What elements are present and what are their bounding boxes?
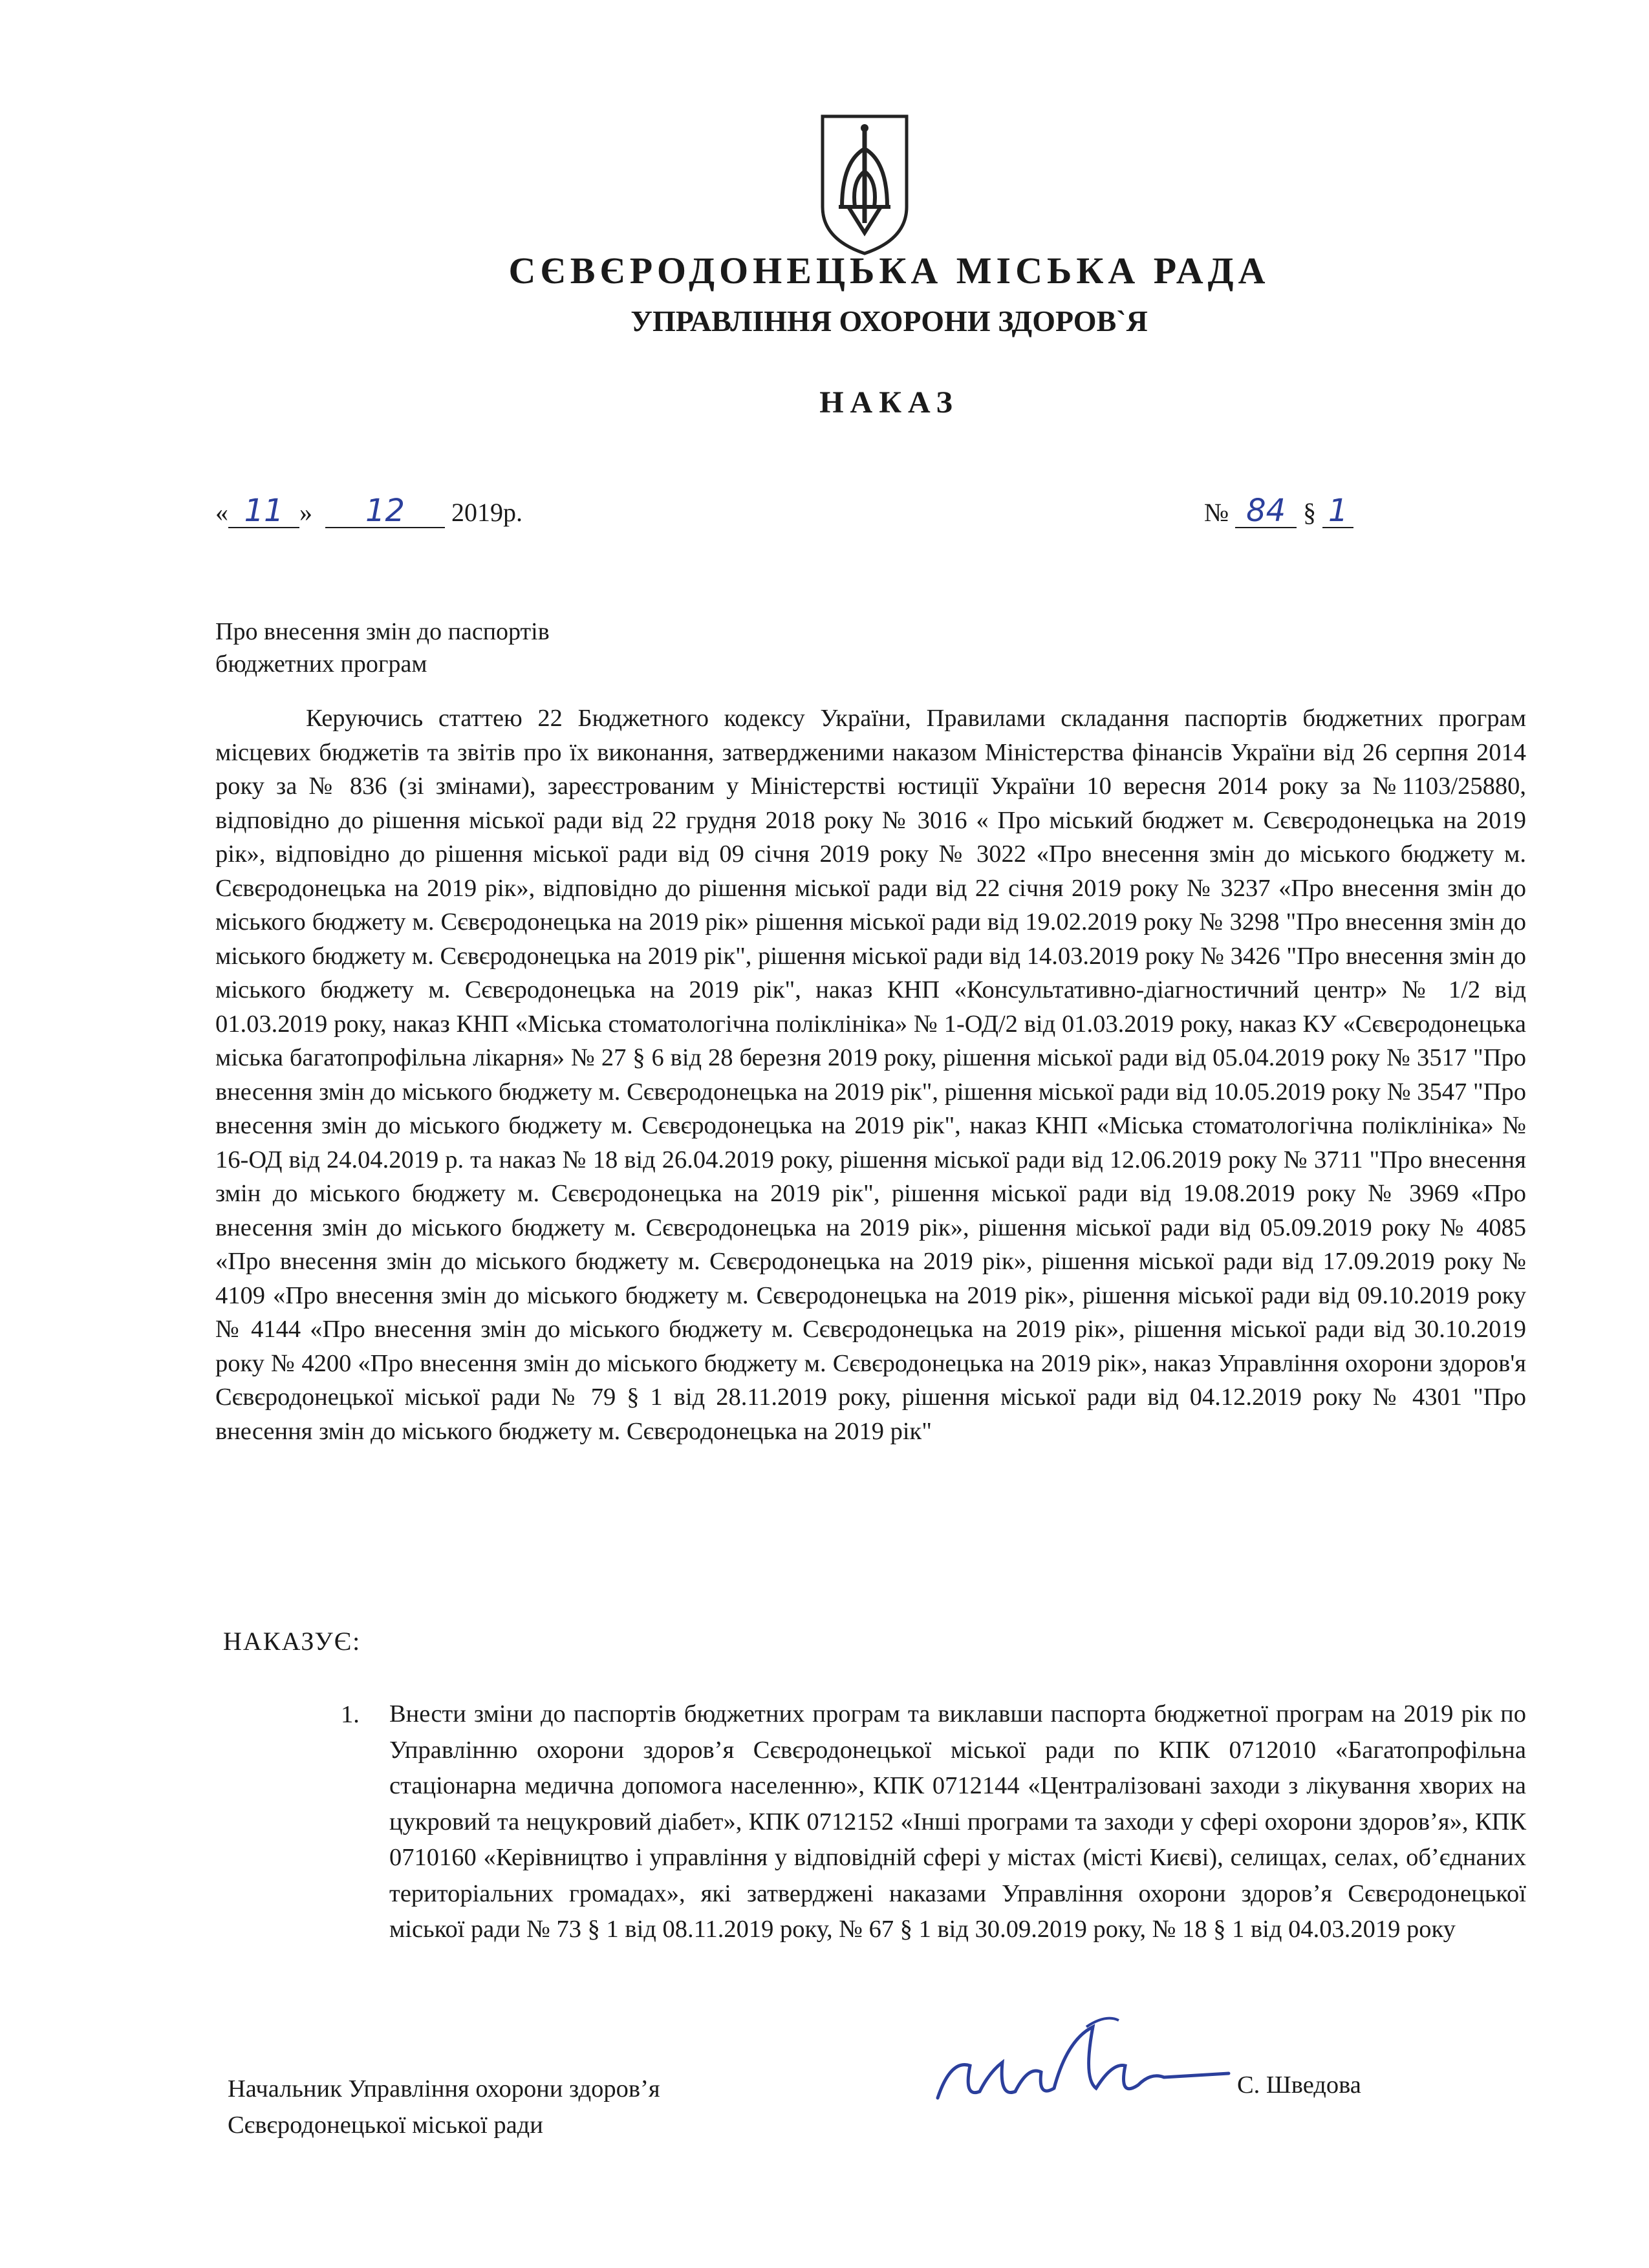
number-value: 84 [1235, 495, 1297, 528]
number-label: № [1204, 498, 1229, 527]
organization-name: СЄВЄРОДОНЕЦЬКА МІСЬКА РАДА [508, 250, 1270, 292]
orders-heading: НАКАЗУЄ: [223, 1627, 361, 1656]
position-line-2: Сєвєродонецької міської ради [228, 2112, 543, 2139]
section-sign: § [1303, 498, 1317, 527]
date-close-quote: » [299, 498, 312, 527]
date-day: 11 [228, 495, 299, 528]
subject-line-1: Про внесення змін до паспортів [215, 618, 550, 645]
date-month: 12 [325, 495, 445, 528]
order-date [215, 495, 523, 528]
position-line-1: Начальник Управління охорони здоров’я [228, 2075, 660, 2102]
handwritten-signature-icon [925, 2001, 1235, 2137]
item-text: Внести зміни до паспортів бюджетних програм та виклавши паспорта бюджетної програм на 2019 рік по Управлінню охорони здоров’я Сєвєродонецької міської ради по КПК 0712010 «Багатопрофільна стаціонарна медична допомога населенню», КПК 0712144 «Централізовані заходи з лікування хворих на цукровий та нецукровий діабет», КПК 0712152 «Інші програми та заходи у сфері охорони здоров’я», КПК 0710160 «Керівництво і управління у відповідній сфері у містах (місті Києві), селищах, селах, об’єднаних територіальних громадах», які затверджені наказами Управління охорони здоров’я Сєвєродонецької міської ради № 73 § 1 від 08.11.2019 року, № 67 § 1 від 30.09.2019 року, № 18 § 1 від 04.03.2019 року [389, 1700, 1526, 1943]
order-number [1204, 495, 1353, 528]
date-year: 2019р. [451, 498, 523, 527]
subject-line-2: бюджетних програм [215, 650, 427, 678]
order-subject [215, 615, 550, 680]
signatory-name: С. Шведова [1237, 2071, 1361, 2099]
document-type: НАКАЗ [819, 385, 959, 420]
preamble-paragraph: Керуючись статтею 22 Бюджетного кодексу України, Правилами складання паспортів бюджетних програм місцевих бюджетів та звітів про їх виконання, затвердженими наказом Міністерства фінансів України від 26 серпня 2014 року за № 836 (зі змінами), зареєстрованим у Міністерстві юстиції України 10 вересня 2014 року за №1103/25880, відповідно до рішення міської ради від 22 грудня 2018 року № 3016 « Про міський бюджет м. Сєвєродонецька на 2019 рік», відповідно до рішення міської ради від 09 січня 2019 року № 3022 «Про внесення змін до міського бюджету м. Сєвєродонецька на 2019 рік», відповідно до рішення міської ради від 22 січня 2019 року № 3237 «Про внесення змін до міського бюджету м. Сєвєродонецька на 2019 рік» рішення міської ради від 19.02.2019 року № 3298 "Про внесення змін до міського бюджету м. Сєвєродонецька на 2019 рік", рішення міської ради від 14.03.2019 року № 3426 "Про внесення змін до міського бюджету м. Сєвєродонецька на 2019 рік", наказ КНП «Консультативно-діагностичний центр» № 1/2 від 01.03.2019 року, наказ КНП «Міська стоматологічна поліклініка» № 1-ОД/2 від 01.03.2019 року, наказ КУ «Сєвєродонецька міська багатопрофільна лікарня» № 27 § 6 від 28 березня 2019 року, рішення міської ради від 05.04.2019 року № 3517 "Про внесення змін до міського бюджету м. Сєвєродонецька на 2019 рік", рішення міської ради від 10.05.2019 року № 3547 "Про внесення змін до міського бюджету м. Сєвєродонецька на 2019 рік", наказ КНП «Міська стоматологічна поліклініка» № 16-ОД від 24.04.2019 р. та наказ № 18 від 26.04.2019 року, рішення міської ради від 12.06.2019 року № 3711 "Про внесення змін до міського бюджету м. Сєвєродонецька на 2019 рік", рішення міської ради від 19.08.2019 року № 3969 «Про внесення змін до міського бюджету м. Сєвєродонецька на 2019 рік», рішення міської ради від 05.09.2019 року № 4085 «Про внесення змін до міського бюджету м. Сєвєродонецька на 2019 рік», рішення міської ради від 17.09.2019 року № 4109 «Про внесення змін до міського бюджету м. Сєвєродонецька на 2019 рік», рішення міської ради від 09.10.2019 року № 4144 «Про внесення змін до міського бюджету м. Сєвєродонецька на 2019 рік», рішення міської ради від 30.10.2019 року № 4200 «Про внесення змін до міського бюджету м. Сєвєродонецька на 2019 рік», наказ Управління охорони здоров'я Сєвєродонецької міської ради № 79 § 1 від 28.11.2019 року, рішення міської ради від 04.12.2019 року № 4301 "Про внесення змін до міського бюджету м. Сєвєродонецька на 2019 рік" [215, 705, 1526, 1445]
item-number: 1. [341, 1701, 360, 1728]
signatory-position [228, 2071, 660, 2143]
date-open-quote: « [215, 498, 228, 527]
section-value: 1 [1322, 495, 1353, 528]
department-name: УПРАВЛІННЯ ОХОРОНИ ЗДОРОВ`Я [630, 305, 1148, 337]
coat-of-arms-icon [816, 110, 913, 257]
